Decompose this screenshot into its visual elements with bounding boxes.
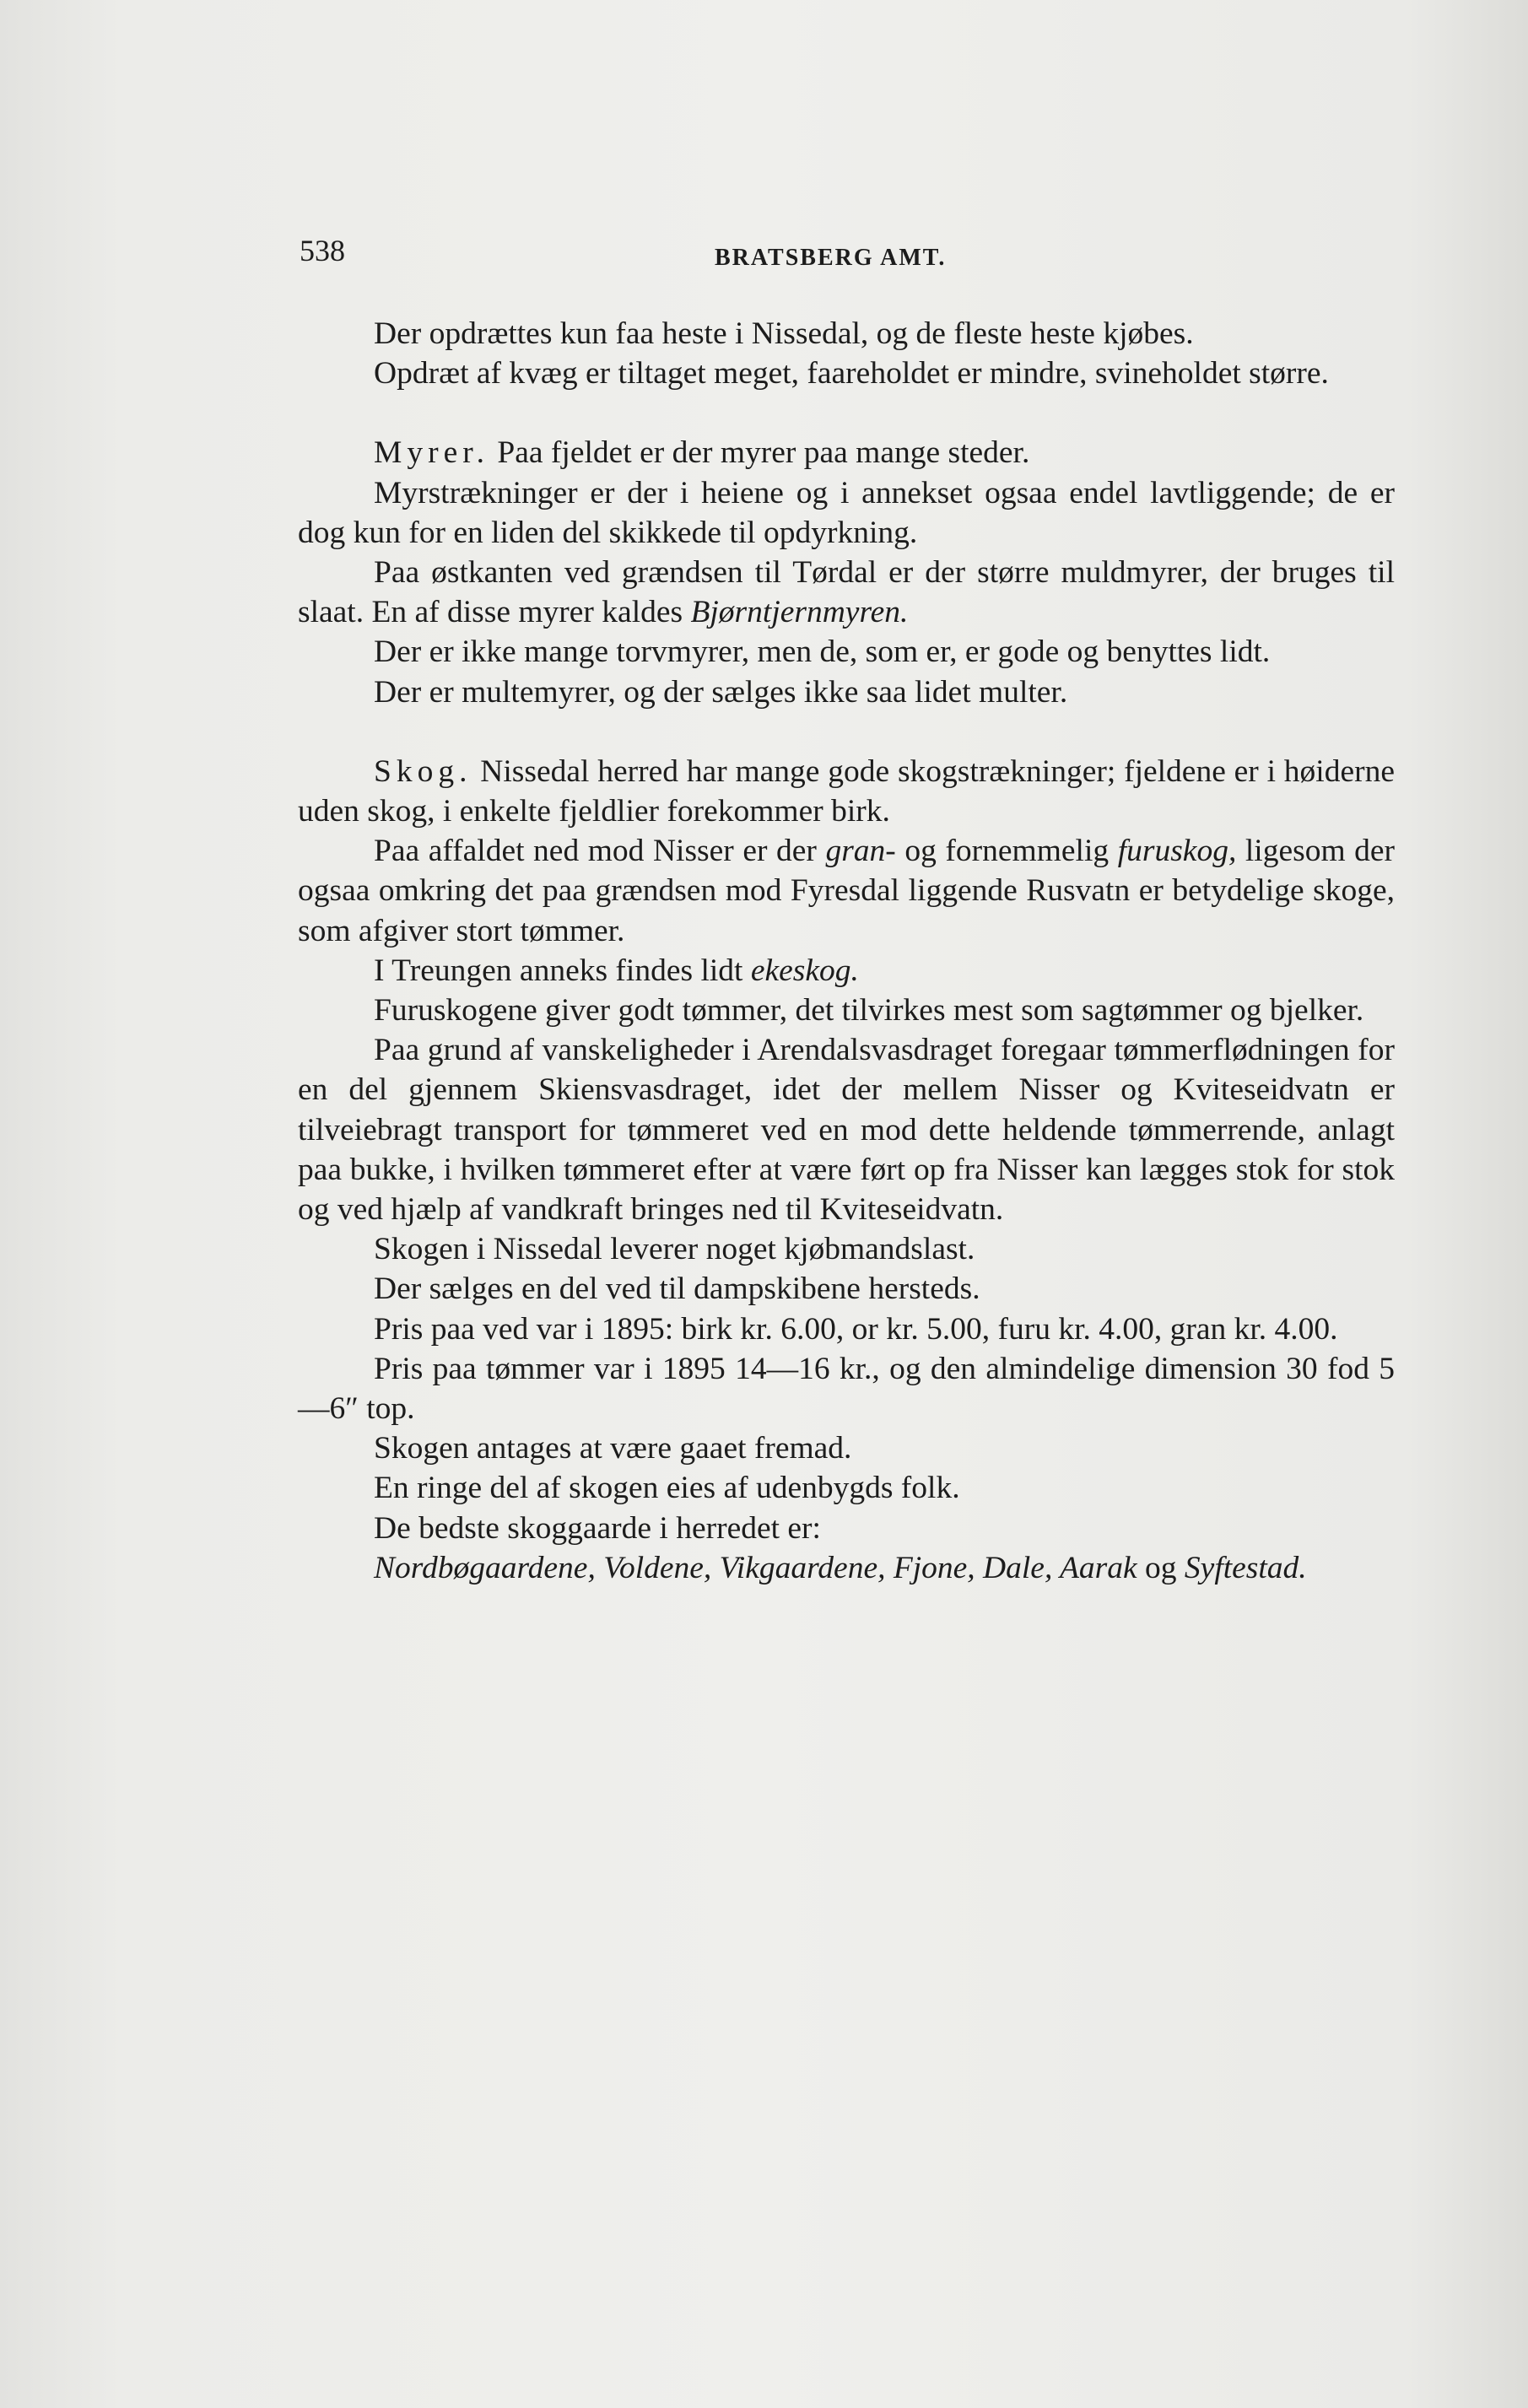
italic-term: gran- — [825, 834, 896, 869]
italic-term: furuskog, — [1117, 834, 1237, 869]
paragraph-text: Paa fjeldet er der myrer paa mange steder. — [497, 435, 1030, 471]
paragraph — [298, 951, 1395, 991]
paragraph-text: og — [1145, 1550, 1177, 1585]
italic-term: ekeskog. — [750, 953, 859, 988]
section-heading: Skog. — [374, 753, 472, 789]
paragraph-text: Nissedal herred har mange gode skogstrækninger; fjeldene er i høiderne uden skog, i enkelte fjeldlier forekommer birk. — [298, 753, 1395, 829]
paragraph: Pris paa ved var i 1895: birk kr. 6.00, or kr. 5.00, furu kr. 4.00, gran kr. 4.00. — [374, 1311, 1338, 1347]
paragraph: Skogen i Nissedal leverer noget kjøbmandslast. — [374, 1232, 975, 1267]
farm-names: Syftestad. — [1184, 1550, 1307, 1585]
paragraph: De bedste skoggaarde i herredet er: — [374, 1510, 821, 1546]
body-text — [298, 314, 1395, 1588]
paragraph-text: I Treungen anneks findes lidt — [374, 953, 743, 988]
farm-names: Nordbøgaardene, Voldene, Vikgaardene, Fjone, Dale, Aarak — [374, 1550, 1137, 1585]
section-myrer — [298, 433, 1395, 472]
paragraph: Paa grund af vanskeligheder i Arendalsvasdraget foregaar tømmerflødningen for en del gjennem Skiensvasdraget, idet der mellem Nisser og Kviteseidvatn er tilveiebragt transport for tømmeret ved en mod dette heldende tømmerrende, anlagt paa bukke, i hvilken tømmeret efter at være ført op fra Nisser kan lægges stok for stok og ved hjælp af vandkraft bringes ned til Kviteseidvatn. — [298, 1033, 1395, 1228]
paragraph: Der opdrættes kun faa heste i Nissedal, og de fleste heste kjøbes. — [374, 316, 1194, 351]
paragraph: Furuskogene giver godt tømmer, det tilvirkes mest som sagtømmer og bjelker. — [374, 993, 1364, 1029]
page-header — [300, 233, 1396, 283]
paragraph-text: og fornemmelig — [904, 834, 1110, 869]
paragraph-text: Paa østkanten ved grændsen til Tørdal er der større muldmyrer, der bruges til slaat. En af disse myrer kaldes — [298, 555, 1395, 630]
paragraph-text: Paa affaldet ned mod Nisser er der — [374, 834, 817, 869]
paragraph — [298, 553, 1395, 632]
paragraph: Der er ikke mange torvmyrer, men de, som er, er gode og benyttes lidt. — [374, 634, 1271, 670]
paragraph: Opdræt af kvæg er tiltaget meget, faareholdet er mindre, svineholdet større. — [374, 356, 1329, 391]
section-heading: Myrer. — [374, 435, 490, 471]
paragraph-text: ligesom der ogsaa omkring det paa grændsen mod Fyresdal liggende Rusvatn er betydelige skoge, som afgiver stort tømmer. — [298, 834, 1396, 948]
paragraph: Pris paa tømmer var i 1895 14—16 kr., og den almindelige dimension 30 fod 5—6″ top. — [298, 1351, 1395, 1427]
page-number: 538 — [300, 234, 345, 267]
paragraph: En ringe del af skogen eies af udenbygds folk. — [374, 1471, 960, 1506]
paragraph: Skogen antages at være gaaet fremad. — [374, 1431, 852, 1466]
paragraph: Der sælges en del ved til dampskibene hersteds. — [374, 1271, 980, 1307]
paragraph: Myrstrækninger er der i heiene og i annekset ogsaa endel lavtliggende; de er dog kun for en liden del skikkede til opdyrkning. — [298, 475, 1395, 550]
running-title: BRATSBERG AMT. — [715, 245, 947, 271]
place-name: Bjørntjernmyren. — [690, 595, 909, 630]
paragraph — [298, 831, 1395, 951]
section-skog — [298, 752, 1395, 831]
paragraph: Der er multemyrer, og der sælges ikke saa lidet multer. — [374, 674, 1068, 710]
paragraph — [298, 1548, 1395, 1588]
